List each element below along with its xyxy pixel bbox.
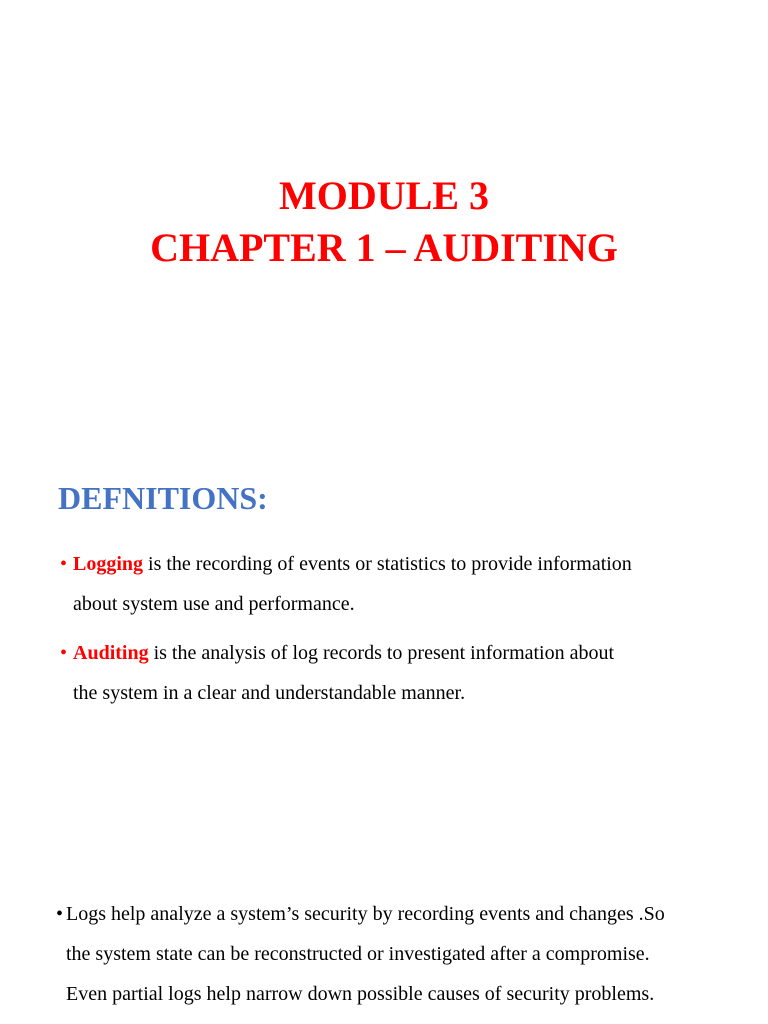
note-line: Even partial logs help narrow down possible causes of security problems. <box>66 983 655 1005</box>
definition-term: Auditing <box>73 642 149 664</box>
definition-text: is the recording of events or statistics to provide information <box>143 553 632 575</box>
bullet-marker: • <box>60 553 68 575</box>
definition-line: the system in a clear and understandable manner. <box>73 682 466 704</box>
bullet-marker: • <box>60 642 68 664</box>
note-line: the system state can be reconstructed or investigated after a compromise. <box>66 943 650 965</box>
definition-auditing <box>60 633 614 713</box>
definition-line <box>60 633 614 673</box>
logs-note <box>56 894 665 1014</box>
note-line: Logs help analyze a system’s security by recording events and changes .So <box>66 903 665 925</box>
definition-line <box>60 544 632 584</box>
definition-text: is the analysis of log records to present information about <box>148 642 615 664</box>
page-title <box>0 170 768 274</box>
title-chapter: CHAPTER 1 – AUDITING <box>150 225 618 270</box>
definition-term: Logging <box>73 553 144 575</box>
title-module: MODULE 3 <box>279 173 489 218</box>
definition-line: about system use and performance. <box>73 593 355 615</box>
bullet-marker: • <box>56 903 64 925</box>
definition-logging <box>60 544 632 624</box>
section-heading: DEFNITIONS: <box>58 480 268 516</box>
